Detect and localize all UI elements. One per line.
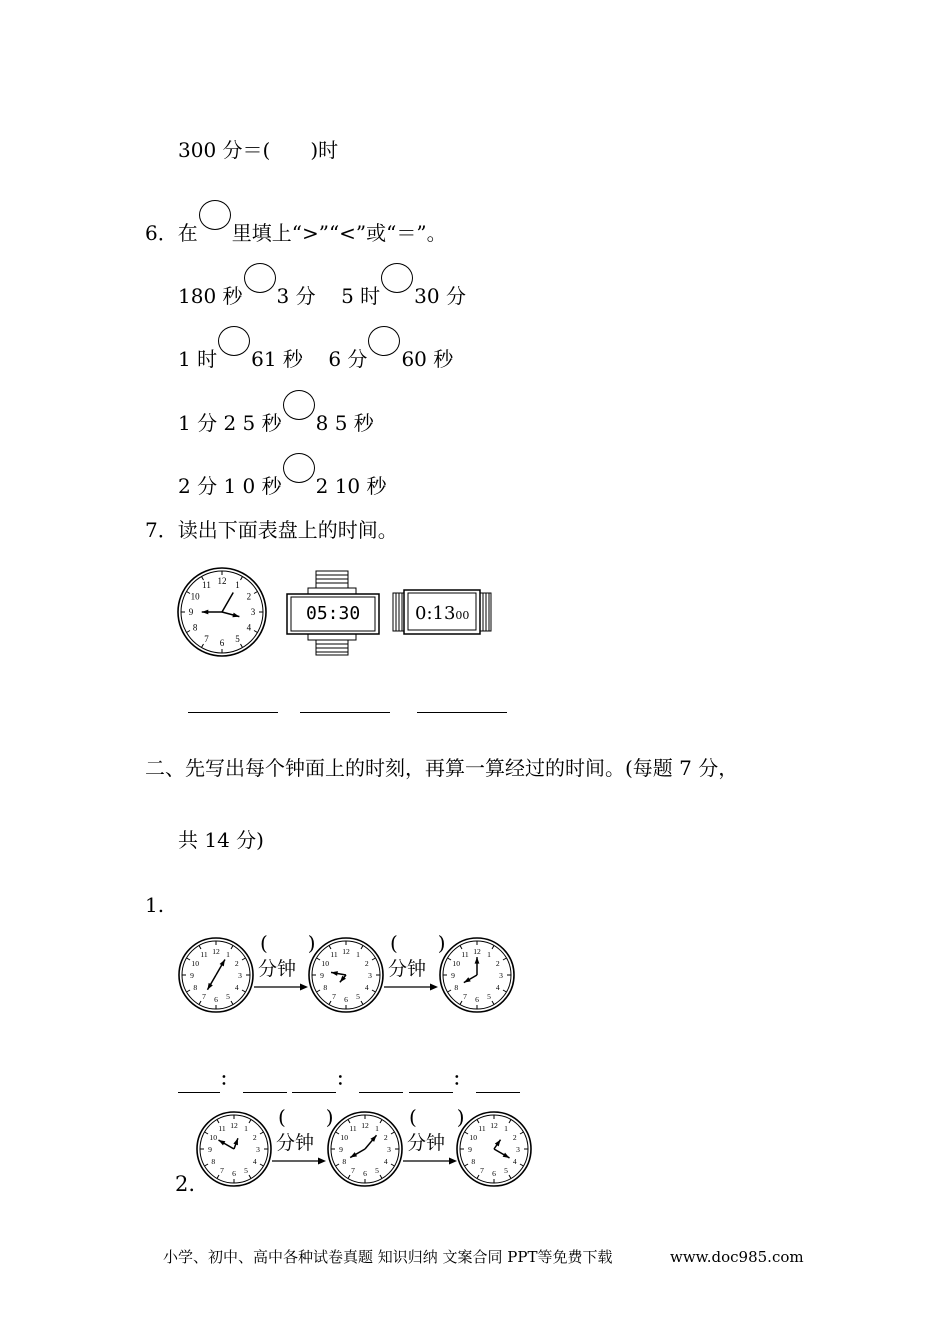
digital-time-2: [415, 602, 469, 628]
clock-number: 4: [495, 983, 500, 992]
clock-number: 12: [342, 947, 350, 956]
clock-number: 2: [252, 1133, 257, 1142]
clock-number: 3: [256, 1145, 260, 1154]
clock-number: 7: [351, 1165, 355, 1175]
arrow-icon: [384, 982, 438, 992]
analog-clock: [308, 937, 384, 1013]
clock-number: 8: [211, 1157, 216, 1166]
clock-number: 8: [193, 983, 198, 992]
clock-number: 8: [323, 983, 328, 992]
clock-number: 8: [471, 1157, 476, 1166]
right-value: 3 分: [276, 284, 316, 308]
minute-blank[interactable]: [243, 1068, 287, 1093]
clock-number: 3: [499, 971, 503, 980]
clock-number: 11: [461, 950, 469, 960]
right-value: 30 分: [414, 284, 466, 308]
clock-number: 4: [246, 622, 252, 633]
clock-number: 2: [495, 959, 500, 968]
arrow-icon: [272, 1156, 326, 1166]
clock-hand: [222, 593, 233, 612]
analog-clock: [327, 1111, 403, 1187]
clock-number: 3: [368, 971, 372, 980]
clock-number: 2: [364, 959, 369, 968]
q1-label: 1.: [145, 893, 165, 917]
clock-number: 4: [383, 1157, 388, 1166]
clock-number: 3: [516, 1145, 520, 1154]
clock-number: 6: [232, 1169, 236, 1178]
clock-number: 6: [219, 638, 225, 648]
analog-clock: [178, 937, 254, 1013]
minute-blank[interactable]: [359, 1068, 403, 1093]
hour-blank[interactable]: [178, 1068, 220, 1093]
clock-number: 11: [202, 580, 211, 591]
clock-number: 9: [451, 971, 455, 980]
section2-title: 二、先写出每个钟面上的时刻，再算一算经过的时间。(每题 7 分，: [145, 756, 739, 780]
clock-number: 1: [375, 1124, 379, 1134]
clock-number: 5: [226, 991, 230, 1001]
clock-number: 1: [235, 580, 240, 591]
clock-number: 12: [361, 1121, 369, 1130]
clock-number: 4: [364, 983, 369, 992]
clock-number: 7: [204, 633, 209, 644]
answer-circle[interactable]: [218, 326, 250, 356]
clock-number: 3: [250, 607, 256, 617]
clock-number: 12: [230, 1121, 238, 1130]
minutes-unit: 分钟: [276, 1132, 315, 1154]
clock-number: 2: [246, 591, 252, 602]
clock-number: 4: [252, 1157, 257, 1166]
clock-number: 3: [387, 1145, 391, 1154]
minutes-paren[interactable]: ( ): [409, 1105, 465, 1129]
q6-row-1: [178, 263, 466, 308]
clock-number: 10: [191, 959, 200, 968]
clock-number: 9: [208, 1145, 212, 1154]
minutes-unit: 分钟: [258, 958, 297, 980]
clock-number: 7: [332, 991, 336, 1001]
clock-number: 9: [190, 971, 194, 980]
q6-suffix: 里填上“>”“<”或“＝”。: [231, 221, 447, 245]
clock-number: 1: [504, 1124, 508, 1134]
minutes-paren[interactable]: ( ): [260, 931, 316, 955]
clock-number: 7: [220, 1165, 224, 1175]
clock-number: 9: [339, 1145, 343, 1154]
clock-number: 5: [244, 1165, 248, 1175]
analog-clock: [177, 567, 267, 657]
analog-clock: [456, 1111, 532, 1187]
clock-number: 5: [504, 1165, 508, 1175]
minutes-paren[interactable]: ( ): [278, 1105, 334, 1129]
clock-number: 10: [209, 1133, 218, 1142]
clock-number: 5: [356, 991, 360, 1001]
minutes-unit: 分钟: [407, 1132, 446, 1154]
clock-number: 5: [235, 633, 240, 644]
minutes-unit: 分钟: [388, 958, 427, 980]
clock-number: 2: [512, 1133, 517, 1142]
hour-blank[interactable]: [409, 1068, 453, 1093]
q6-row-2: [178, 326, 453, 371]
right-value: 61 秒: [251, 347, 303, 371]
answer-blank[interactable]: [417, 712, 507, 713]
clock-number: 6: [492, 1169, 496, 1178]
right-value: 60 秒: [401, 347, 454, 371]
q6-row-4: [178, 453, 387, 498]
minutes-paren[interactable]: ( ): [390, 931, 446, 955]
clock-number: 1: [226, 950, 230, 960]
arrow-icon: [254, 982, 308, 992]
clock-number: 11: [200, 950, 208, 960]
clock-number: 2: [234, 959, 239, 968]
digital-time-1: 05:30: [306, 603, 361, 624]
clock-number: 4: [234, 983, 239, 992]
clock-number: 12: [217, 576, 227, 586]
clock-number: 11: [330, 950, 338, 960]
q6-title: [145, 200, 447, 245]
answer-blank[interactable]: [188, 712, 278, 713]
clock-number: 5: [487, 991, 491, 1001]
clock-number: 9: [320, 971, 324, 980]
clock-number: 7: [202, 991, 206, 1001]
time-blanks-row: [178, 1068, 520, 1093]
compare-circle: [199, 200, 231, 230]
clock-number: 11: [218, 1124, 226, 1134]
clock-number: 6: [214, 995, 218, 1004]
clock-number: 8: [342, 1157, 347, 1166]
clock-number: 11: [349, 1124, 357, 1134]
clock-number: 10: [452, 959, 461, 968]
clock-number: 9: [468, 1145, 472, 1154]
q6-prefix: 6．在: [145, 221, 198, 245]
clock-number: 7: [463, 991, 467, 1001]
clock-number: 6: [475, 995, 479, 1004]
answer-circle[interactable]: [283, 390, 315, 420]
analog-clock: [196, 1111, 272, 1187]
left-value: 1 分 2 5 秒: [178, 411, 282, 435]
analog-clock: [439, 937, 515, 1013]
left-value: 2 分 1 0 秒: [178, 474, 282, 498]
answer-circle[interactable]: [244, 263, 276, 293]
clock-number: 9: [188, 607, 194, 617]
clock-number: 11: [478, 1124, 486, 1134]
digital-seconds: 00: [455, 609, 470, 622]
clock-number: 10: [340, 1133, 349, 1142]
clock-number: 10: [321, 959, 330, 968]
minute-blank[interactable]: [476, 1068, 520, 1093]
clock-number: 10: [190, 591, 200, 602]
clock-number: 1: [244, 1124, 248, 1134]
colon: ：: [336, 1070, 354, 1090]
clock-number: 12: [473, 947, 481, 956]
hour-blank[interactable]: [292, 1068, 336, 1093]
answer-circle[interactable]: [368, 326, 400, 356]
clock-number: 4: [512, 1157, 517, 1166]
left-value: 6 分: [328, 347, 368, 371]
footer-url: www.doc985.com: [670, 1248, 804, 1266]
colon: ：: [220, 1070, 237, 1090]
clock-number: 12: [212, 947, 220, 956]
clock-number: 6: [344, 995, 348, 1004]
section2-title-cont: 共 14 分): [178, 828, 264, 852]
left-value: 1 时: [178, 347, 218, 371]
left-value: 180 秒: [178, 284, 243, 308]
footer-text: 小学、初中、高中各种试卷真题 知识归纳 文案合同 PPT等免费下载: [163, 1248, 613, 1266]
clock-number: 2: [383, 1133, 388, 1142]
answer-blank[interactable]: [300, 712, 390, 713]
answer-circle[interactable]: [381, 263, 413, 293]
right-value: 2 10 秒: [315, 474, 387, 498]
q6-row-3: [178, 390, 374, 435]
clock-number: 3: [238, 971, 242, 980]
clock-number: 10: [469, 1133, 478, 1142]
clock-number: 12: [490, 1121, 498, 1130]
clock-number: 7: [480, 1165, 484, 1175]
clock-number: 8: [192, 622, 198, 633]
q5-line: 300 分＝( )时: [178, 138, 339, 162]
answer-circle[interactable]: [283, 453, 315, 483]
clock-number: 5: [375, 1165, 379, 1175]
clock-number: 1: [356, 950, 360, 960]
arrow-icon: [403, 1156, 457, 1166]
clock-number: 8: [454, 983, 459, 992]
colon: ：: [452, 1070, 470, 1090]
clock-number: 6: [363, 1169, 367, 1178]
digital-main: 0:13: [415, 603, 456, 624]
q7-title: 7．读出下面表盘上的时间。: [145, 518, 398, 542]
clock-number: 1: [487, 950, 491, 960]
q2-label: 2.: [175, 1172, 196, 1196]
left-value: 5 时: [341, 284, 381, 308]
right-value: 8 5 秒: [315, 411, 374, 435]
